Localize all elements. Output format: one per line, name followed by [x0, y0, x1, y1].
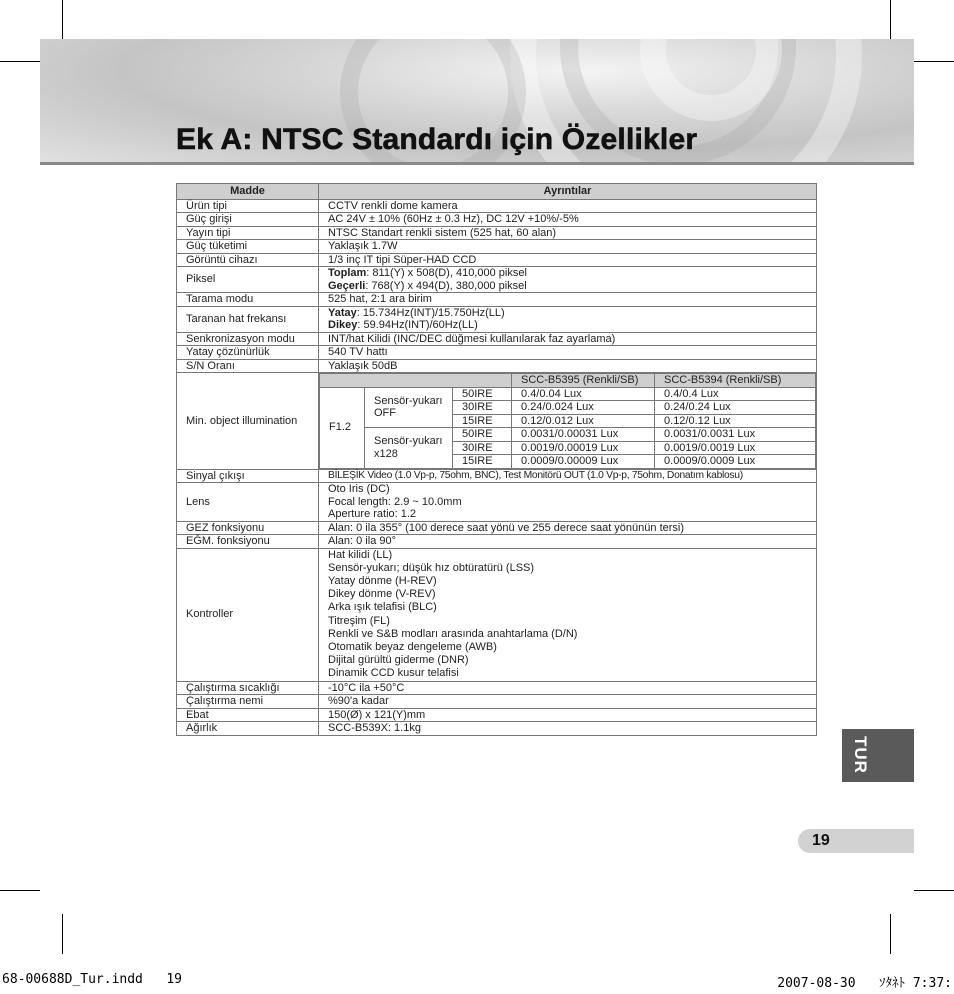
table-row-illumination [177, 373, 817, 470]
ire-value: 30IRE [453, 441, 512, 455]
row-label: Güç girişi [177, 213, 319, 227]
table-row-piksel [177, 267, 817, 293]
crop-mark [914, 890, 954, 891]
ire-value: 15IRE [453, 455, 512, 469]
row-label: S/N Oranı [177, 359, 319, 373]
row-label: Güç tüketimi [177, 240, 319, 254]
header-details: Ayrıntılar [319, 184, 817, 200]
row-label: Tarama modu [177, 293, 319, 307]
frekans-v-label: Dikey [328, 319, 358, 331]
row-value: 540 TV hattı [319, 346, 817, 360]
row-value: Hat kilidi (LL) Sensör-yukarı; düşük hız obtüratürü (LSS) Yatay dönme (H-REV) Dikey dönme (V-REV) Arka ışık telafisi (BLC) Titreşim (FL) Renkli ve S&B modları arasında anahtarlama (D/N) Otomatik beyaz dengeleme (AWB) Dijital gürültü giderme (DNR) Dinamik CCD kusur telafisi [319, 548, 817, 681]
piksel-eff-value: : 768(Y) x 494(D), 380,000 piksel [365, 279, 527, 292]
frekans-h-label: Yatay [328, 306, 357, 319]
ire-value: 50IRE [453, 428, 512, 442]
table-row [177, 695, 817, 709]
row-value [319, 267, 817, 293]
illumination-header-blank [320, 374, 512, 388]
page-number-bar [798, 829, 914, 853]
table-row [177, 359, 817, 373]
row-value: SCC-B539X: 1.1kg [319, 722, 817, 736]
row-value: NTSC Standart renkli sistem (525 hat, 60 alan) [319, 226, 817, 240]
illumination-cell [319, 373, 817, 470]
row-label: Ebat [177, 708, 319, 722]
table-row [177, 535, 817, 549]
crop-mark [62, 914, 63, 954]
row-value: Yaklaşık 50dB [319, 359, 817, 373]
ire-value: 30IRE [453, 401, 512, 415]
row-label: Ağırlık [177, 722, 319, 736]
table-row [177, 199, 817, 213]
table-row [177, 469, 817, 483]
col-header-b5395: SCC-B5395 (Renkli/SB) [512, 374, 655, 388]
footer-date-info: 2007-08-30 ｿﾀﾈﾄ 7:37: [777, 976, 952, 991]
row-value: %90'a kadar [319, 695, 817, 709]
table-row [177, 346, 817, 360]
table-header-row [177, 184, 817, 200]
crop-mark [890, 0, 891, 40]
footer-file-info: 68-00688D_Tur.indd 19 [2, 972, 183, 987]
lux-value: 0.4/0.4 Lux [655, 387, 816, 401]
header-item: Madde [177, 184, 319, 200]
table-row [177, 722, 817, 736]
lux-value: 0.0031/0.0031 Lux [655, 428, 816, 442]
col-header-b5394: SCC-B5394 (Renkli/SB) [655, 374, 816, 388]
crop-mark [890, 914, 891, 954]
ire-value: 50IRE [453, 387, 512, 401]
row-label: Çalıştırma sıcaklığı [177, 681, 319, 695]
lux-value: 0.0019/0.0019 Lux [655, 441, 816, 455]
illumination-row [320, 428, 816, 442]
piksel-eff-label: Geçerli [328, 279, 366, 292]
row-label: Çalıştırma nemi [177, 695, 319, 709]
row-label: GEZ fonksiyonu [177, 521, 319, 535]
row-value: Alan: 0 ila 90° [319, 535, 817, 549]
lux-value: 0.0009/0.0009 Lux [655, 455, 816, 469]
table-row [177, 226, 817, 240]
table-row [177, 521, 817, 535]
row-label: Taranan hat frekansı [177, 306, 319, 332]
lux-value: 0.0031/0.00031 Lux [512, 428, 655, 442]
row-value: Yaklaşık 1.7W [319, 240, 817, 254]
crop-mark [914, 61, 954, 62]
table-row [177, 332, 817, 346]
table-row [177, 681, 817, 695]
table-row-kontroller [177, 548, 817, 681]
row-value: Alan: 0 ila 355° (100 derece saat yönü ve 255 derece saat yönünün tersi) [319, 521, 817, 535]
row-value: 1/3 inç IT tipi Süper-HAD CCD [319, 253, 817, 267]
sensor-off-text: Sensör-yukarı OFF [374, 394, 443, 420]
row-value: 150(Ø) x 121(Y)mm [319, 708, 817, 722]
table-row [177, 708, 817, 722]
illumination-row [320, 387, 816, 401]
table-row [177, 253, 817, 267]
page-number: 19 [812, 832, 830, 849]
table-row [177, 240, 817, 254]
frekans-h-value: : 15.734Hz(INT)/15.750Hz(LL) [356, 306, 505, 319]
row-label: Yatay çözünürlük [177, 346, 319, 360]
row-label: Ürün tipi [177, 199, 319, 213]
lux-value: 0.0019/0.00019 Lux [512, 441, 655, 455]
crop-mark [62, 0, 63, 40]
illumination-header-row [320, 374, 816, 388]
piksel-total-value: : 811(Y) x 508(D), 410,000 piksel [366, 267, 527, 279]
lux-value: 0.24/0.024 Lux [512, 401, 655, 415]
row-label: Görüntü cihazı [177, 253, 319, 267]
row-value: INT/hat Kilidi (INC/DEC düğmesi kullanılarak faz ayarlama) [319, 332, 817, 346]
row-value [319, 306, 817, 332]
piksel-total-label: Toplam [328, 267, 367, 279]
lux-value: 0.12/0.12 Lux [655, 414, 816, 428]
language-tab [842, 729, 914, 782]
row-value: Oto Iris (DC) Focal length: 2.9 ~ 10.0mm Aperture ratio: 1.2 [319, 483, 817, 522]
row-value: 525 hat, 2:1 ara birim [319, 293, 817, 307]
row-label: EĞM. fonksiyonu [177, 535, 319, 549]
lux-value: 0.0009/0.00009 Lux [512, 455, 655, 469]
row-value: -10°C ila +50°C [319, 681, 817, 695]
row-value: CCTV renkli dome kamera [319, 199, 817, 213]
f-value: F1.2 [320, 387, 365, 468]
frekans-v-value: : 59.94Hz(INT)/60Hz(LL) [357, 319, 478, 331]
lux-value: 0.12/0.012 Lux [512, 414, 655, 428]
row-label: Min. object illumination [177, 373, 319, 470]
table-row-lens [177, 483, 817, 522]
illumination-table [319, 373, 816, 469]
row-label: Yayın tipi [177, 226, 319, 240]
spec-table [176, 183, 817, 736]
language-tab-label: TUR [851, 736, 870, 774]
lux-value: 0.24/0.24 Lux [655, 401, 816, 415]
row-value: AC 24V ± 10% (60Hz ± 0.3 Hz), DC 12V +10%/-5% [319, 213, 817, 227]
row-label: Senkronizasyon modu [177, 332, 319, 346]
table-row [177, 213, 817, 227]
page-title: Ek A: NTSC Standardı için Özellikler [176, 123, 698, 156]
crop-mark [0, 61, 40, 62]
ire-value: 15IRE [453, 414, 512, 428]
table-row-frekans [177, 306, 817, 332]
row-value: BİLEŞİK Video (1.0 Vp-p, 75ohm, BNC), Test Monitörü OUT (1.0 Vp-p, 75ohm, Donatım kablosu) [319, 469, 817, 483]
row-label: Lens [177, 483, 319, 522]
row-label: Sinyal çıkışı [177, 469, 319, 483]
lux-value: 0.4/0.04 Lux [512, 387, 655, 401]
sensor-x128-label [365, 428, 453, 469]
crop-mark [0, 890, 40, 891]
table-row [177, 293, 817, 307]
row-label: Kontroller [177, 548, 319, 681]
sensor-x128-text: Sensör-yukarı x128 [374, 435, 443, 460]
row-label: Piksel [177, 267, 319, 293]
sensor-off-label [365, 387, 453, 428]
